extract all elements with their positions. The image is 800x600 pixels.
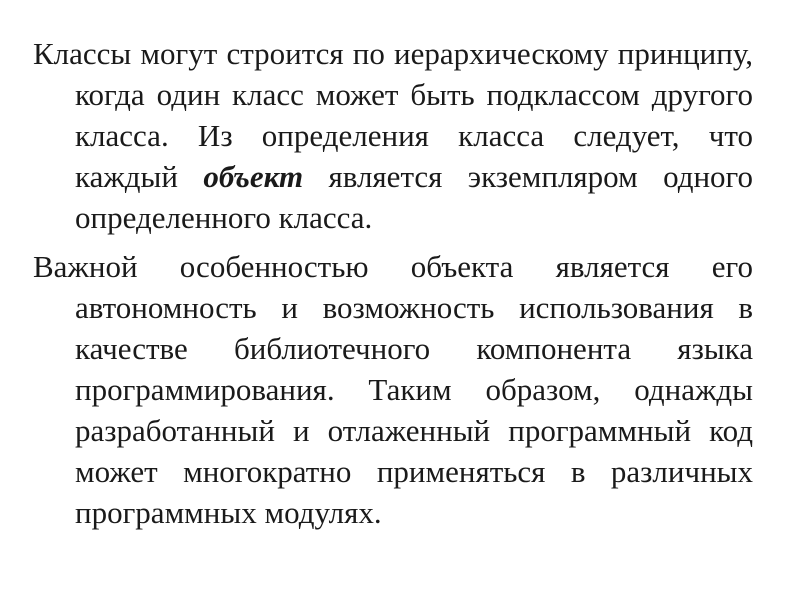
- paragraph-object-autonomy: Важной особенностью объекта является его автономность и возможность использования в качестве библиотечного компонента языка программирования. Таким образом, однажды разработанный и отлаженный программный код может многократно применяться в различных программных модулях.: [33, 249, 753, 530]
- emphasized-term-object: объект: [203, 159, 304, 194]
- paragraph-classes: [33, 33, 753, 238]
- paragraph-classes-text-end: является экземпляром одного определенного класса.: [75, 159, 753, 235]
- slide-body: [33, 33, 753, 541]
- paragraph-classes-text-start: Классы могут строится по иерархическому принципу, когда один класс может быть подклассом другого класса. Из определения класса следует, что каждый: [33, 36, 753, 194]
